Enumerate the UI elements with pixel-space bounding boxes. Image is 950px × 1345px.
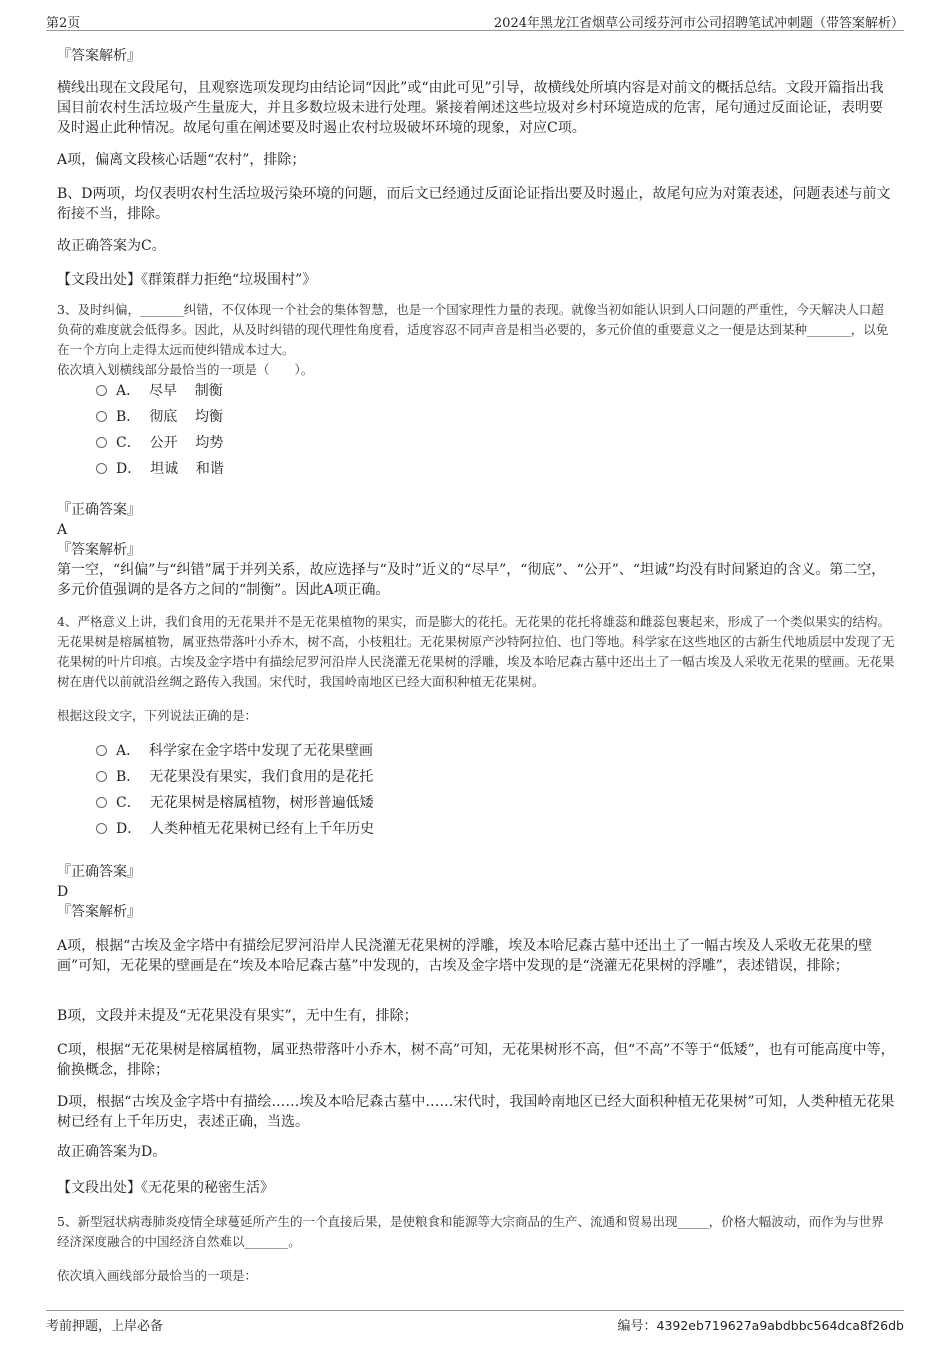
q5-prompt: 依次填入画线部分最恰当的一项是： [57,1268,258,1283]
radio-icon[interactable] [96,437,107,448]
page-number: 第2页 [46,16,81,31]
q2-analysis-label: 『答案解析』 [57,48,141,64]
radio-icon[interactable] [96,463,107,474]
q4-analysis-b: B项，文段并未提及“无花果没有果实”，无中生有，排除； [57,1008,418,1024]
radio-icon[interactable] [96,385,107,396]
q4-option-d[interactable]: D． 人类种植无花果树已经有上千年历史 [96,818,374,840]
q4-analysis-c: C项，根据“无花果树是榕属植物，属亚热带落叶小乔木，树不高”可知，无花果树形不高，但“不高”不等于“低矮”，也有可能高度中等，偷换概念，排除； [57,1042,895,1078]
radio-icon[interactable] [96,745,107,756]
code-label: 编号： [617,1319,657,1334]
q2-source: 【文段出处】《群策群力拒绝“垃圾围村”》 [57,272,317,288]
page-footer [46,1310,904,1335]
code-value: 4392eb719627a9abdbbc564dca8f26db [656,1318,904,1333]
q4-analysis-d: D项，根据“古埃及金字塔中有描绘……埃及本哈尼森古墓中……宋代时，我国岭南地区已经大面积种植无花果树”可知，人类种植无花果树已经有上千年历史，表述正确，当选。 [57,1094,895,1130]
radio-icon[interactable] [96,771,107,782]
document-title: 2024年黑龙江省烟草公司绥芬河市公司招聘笔试冲刺题（带答案解析） [493,16,904,31]
q3-option-b[interactable]: B． 彻底 均衡 [96,406,223,428]
footer-slogan: 考前押题，上岸必备 [46,1319,164,1334]
q2-analysis-p1: 横线出现在文段尾句，且观察选项发现均由结论词“因此”或“由此可见”引导，故横线处所填内容是对前文的概括总结。文段开篇指出我国目前农村生活垃圾产生量庞大，并且多数垃圾未进行处理。紧接着阐述这些垃圾对乡村环境造成的危害，尾句通过反面论证，表明要及时遏止此种情况。故尾句重在阐述要及时遏止农村垃圾破坏环境的现象，对应C项。 [57,80,884,136]
q3-answer: A [57,522,68,538]
q3-option-d[interactable]: D． 坦诚 和谐 [96,458,224,480]
q4-analysis-label: 『答案解析』 [57,904,141,920]
radio-icon[interactable] [96,411,107,422]
q4-answer: D [57,884,69,900]
q4-option-c[interactable]: C． 无花果树是榕属植物，树形普遍低矮 [96,792,374,814]
q2-analysis-p3: B、D两项，均仅表明农村生活垃圾污染环境的问题，而后文已经通过反面论证指出要及时遏止，故尾句应为对策表述，问题表述与前文衔接不当，排除。 [57,186,891,222]
q4-analysis-a: A项，根据“古埃及金字塔中有描绘尼罗河沿岸人民浇灌无花果树的浮雕，埃及本哈尼森古墓中还出土了一幅古埃及人采收无花果的壁画”可知，无花果的壁画是在“埃及本哈尼森古墓”中发现的，古埃及金字塔中发现的是“浇灌无花果树的浮雕”，表述错误，排除； [57,938,873,974]
page-header [46,10,904,31]
q3-option-a[interactable]: A． 尽早 制衡 [96,380,223,402]
q4-prompt: 根据这段文字，下列说法正确的是： [57,708,258,723]
q3-answer-label: 『正确答案』 [57,502,141,518]
q3-option-c[interactable]: C． 公开 均势 [96,432,223,454]
q3-stem: 3、及时纠偏，_______纠错，不仅体现一个社会的集体智慧，也是一个国家理性力量的表现。就像当初如能认识到人口问题的严重性，今天解决人口超负荷的难度就会低得多。因此，从及时纠错的现代理性角度看，适度容忍不同声音是相当必要的，多元价值的重要意义之一便是达到某种_______，以免在一个方向上走得太远而使纠错成本过大。 [57,302,889,357]
q4-source: 【文段出处】《无花果的秘密生活》 [57,1180,274,1196]
radio-icon[interactable] [96,823,107,834]
q4-analysis-final: 故正确答案为D。 [57,1144,167,1160]
q3-prompt: 依次填入划横线部分最恰当的一项是（ ）。 [57,362,314,377]
q2-analysis-p4: 故正确答案为C。 [57,238,166,254]
q5-stem: 5、新型冠状病毒肺炎疫情全球蔓延所产生的一个直接后果，是使粮食和能源等大宗商品的生产、流通和贸易出现_____，价格大幅波动，而作为与世界经济深度融合的中国经济自然难以_______。 [57,1214,884,1249]
radio-icon[interactable] [96,797,107,808]
q3-analysis: 第一空，“纠偏”与“纠错”属于并列关系，故应选择与“及时”近义的“尽早”，“彻底”、“公开”、“坦诚”均没有时间紧迫的含义。第二空，多元价值强调的是各方之间的“制衡”。因此A项正确。 [57,562,886,598]
document-code [617,1315,904,1334]
q3-analysis-label: 『答案解析』 [57,542,141,558]
q2-analysis-p2: A项，偏离文段核心话题“农村”，排除； [57,152,306,168]
q4-option-a[interactable]: A． 科学家在金字塔中发现了无花果壁画 [96,740,373,762]
q4-answer-label: 『正确答案』 [57,864,141,880]
q4-option-b[interactable]: B． 无花果没有果实，我们食用的是花托 [96,766,373,788]
q4-stem: 4、严格意义上讲，我们食用的无花果并不是无花果植物的果实，而是膨大的花托。无花果的花托将雄蕊和雌蕊包裹起来，形成了一个类似果实的结构。无花果树是榕属植物，属亚热带落叶小乔木，树不高，小枝粗壮。无花果树原产沙特阿拉伯、也门等地。科学家在这些地区的古新生代地质层中发现了无花果树的叶片印痕。古埃及金字塔中有描绘尼罗河沿岸人民浇灌无花果树的浮雕，埃及本哈尼森古墓中还出土了一幅古埃及人采收无花果的壁画。无花果树在唐代以前就沿丝绸之路传入我国。宋代时，我国岭南地区已经大面积种植无花果树。 [57,614,895,689]
